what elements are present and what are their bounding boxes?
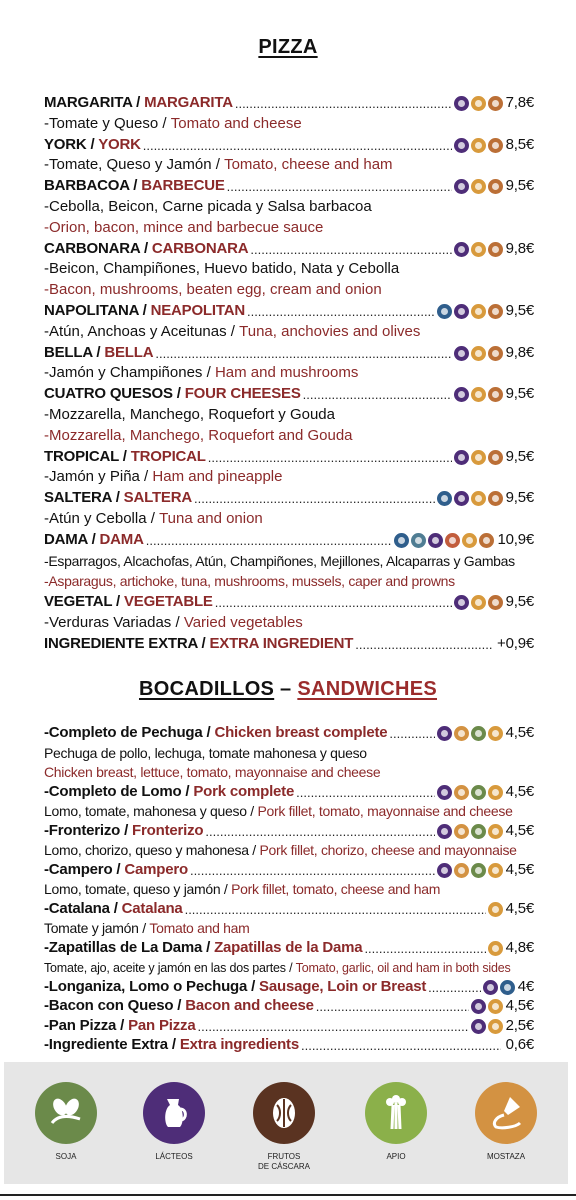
allergen-icons xyxy=(454,387,503,402)
description-en: Pork fillet, tomato, cheese and ham xyxy=(231,881,441,897)
description-en: Tuna, anchovies and olives xyxy=(239,322,421,340)
description-es: -Cebolla, Beicon, Carne picada y Salsa barbacoa xyxy=(44,198,372,215)
separator: / xyxy=(181,782,194,800)
description-en: Pork fillet, chorizo, cheese and mayonnaise xyxy=(259,842,517,858)
lacteos-icon xyxy=(454,491,469,506)
menu-item xyxy=(44,381,534,402)
item-price: 0,6€ xyxy=(505,1036,534,1053)
item-description xyxy=(44,111,534,132)
item-name xyxy=(44,997,314,1014)
allergen-soja xyxy=(26,1082,106,1162)
item-name-en: Bacon and cheese xyxy=(185,997,314,1014)
description-en: Varied vegetables xyxy=(183,614,303,631)
description-en: -Bacon, mushrooms, beaten egg, cream and onion xyxy=(44,281,382,299)
item-price: 9,5€ xyxy=(505,177,534,195)
menu-item xyxy=(44,993,534,1014)
description-es: Lomo, chorizo, queso y mahonesa xyxy=(44,842,249,858)
huevo-icon xyxy=(488,304,503,319)
item-name-es: CUATRO QUESOS xyxy=(44,385,173,403)
gluten-icon xyxy=(471,450,486,465)
description-en: Chicken breast, lettuce, tomato, mayonnaise and cheese xyxy=(44,764,381,780)
milk-jug-icon xyxy=(143,1082,205,1144)
separator: / xyxy=(285,961,296,975)
item-name-es: -Completo de Pechuga xyxy=(44,724,203,741)
description-es: -Jamón y Piña xyxy=(44,468,140,486)
item-price: 7,8€ xyxy=(505,94,534,111)
item-name-en: BARBECUE xyxy=(141,177,225,195)
pescado-icon xyxy=(394,533,409,548)
allergen-icons xyxy=(437,304,503,319)
lacteos-icon xyxy=(454,304,469,319)
item-name-en: FOUR CHEESES xyxy=(184,385,301,403)
separator: / xyxy=(202,364,215,382)
menu-item xyxy=(44,1032,534,1053)
item-name-en: SALTERA xyxy=(123,489,192,507)
lacteos-icon xyxy=(454,595,469,610)
item-description xyxy=(44,876,534,897)
item-price: 9,5€ xyxy=(505,447,534,465)
item-name-en: VEGETABLE xyxy=(123,593,213,611)
dot-leader xyxy=(247,305,435,319)
allergen-icons xyxy=(454,242,503,257)
separator: / xyxy=(202,724,215,741)
allergen-icons xyxy=(454,595,503,610)
item-name-es: DAMA xyxy=(44,530,88,548)
item-price: 9,8€ xyxy=(505,343,534,361)
allergen-icons xyxy=(454,346,503,361)
item-description xyxy=(44,837,534,858)
description-en: Tuna and onion xyxy=(159,510,263,527)
lacteos-icon xyxy=(454,450,469,465)
allergen-icons xyxy=(454,450,503,465)
description-es: -Esparragos, Alcachofas, Atún, Champiñones, Mejillones, Alcaparras y Gambas xyxy=(44,552,515,569)
huevo-icon xyxy=(488,179,503,194)
description-es: Tomate, ajo, aceite y jamón en las dos partes xyxy=(44,961,286,975)
separator: / xyxy=(132,94,145,111)
separator: / xyxy=(173,997,186,1014)
description-en: Pork fillet, tomato, mayonnaise and cheese xyxy=(257,803,513,819)
item-name xyxy=(44,94,233,111)
item-price: 9,5€ xyxy=(505,302,534,319)
separator: / xyxy=(111,489,124,507)
description-es: Tomate y jamón xyxy=(44,920,139,936)
item-description xyxy=(44,277,534,298)
allergen-lacteos xyxy=(134,1082,214,1162)
pizza-title: PIZZA xyxy=(258,36,318,58)
separator: / xyxy=(146,510,160,527)
separator: / xyxy=(118,447,131,465)
item-name-en: Campero xyxy=(124,860,188,878)
allergen-icons xyxy=(394,533,494,548)
item-name xyxy=(44,177,225,194)
dot-leader xyxy=(215,596,452,610)
separator: / xyxy=(211,156,225,174)
item-name-es: -Catalana xyxy=(44,899,110,917)
allergen-label: LÁCTEOS xyxy=(155,1152,193,1161)
description-en: Ham and mushrooms xyxy=(214,364,359,382)
description-es: -Atún y Cebolla xyxy=(44,510,147,527)
item-name-en: Chicken breast complete xyxy=(214,724,388,741)
description-en: -Asparagus, artichoke, tuna, mushrooms, mussels, caper and prowns xyxy=(44,573,455,590)
separator: / xyxy=(139,468,153,486)
menu-item xyxy=(44,857,534,878)
dot-leader xyxy=(155,347,451,361)
item-price: 9,5€ xyxy=(505,489,534,507)
item-name-en: Catalana xyxy=(121,899,183,917)
item-name xyxy=(44,822,203,839)
item-price: 4,8€ xyxy=(505,938,534,956)
walnut-icon xyxy=(253,1082,315,1144)
item-name-en: Pork complete xyxy=(193,782,295,800)
pescado-icon xyxy=(437,304,452,319)
item-name-en: TROPICAL xyxy=(130,447,206,465)
item-description xyxy=(44,152,534,173)
gluten-icon xyxy=(471,304,486,319)
separator: / xyxy=(138,920,150,936)
separator: / xyxy=(87,530,100,548)
item-description xyxy=(44,194,534,215)
item-name xyxy=(44,900,183,917)
item-name-es: -Pan Pizza xyxy=(44,1016,117,1034)
item-name xyxy=(44,593,213,610)
separator: / xyxy=(220,881,232,897)
item-description xyxy=(44,402,534,423)
item-name-es: -Ingrediente Extra xyxy=(44,1036,168,1053)
description-en: Tomato, cheese and ham xyxy=(224,156,393,174)
item-name-es: INGREDIENTE EXTRA xyxy=(44,634,198,652)
description-es: Lomo, tomate, queso y jamón xyxy=(44,881,221,897)
item-name xyxy=(44,302,245,319)
lacteos-icon xyxy=(428,533,443,548)
item-name-en: CARBONARA xyxy=(151,239,249,257)
item-name xyxy=(44,385,301,402)
description-es: -Verduras Variadas xyxy=(44,614,172,631)
huevo-icon xyxy=(488,387,503,402)
allergen-icons xyxy=(454,179,503,194)
item-name-en: Fronterizo xyxy=(132,821,204,839)
item-price: 4,5€ xyxy=(505,899,534,917)
menu-item xyxy=(44,818,534,839)
item-name-en: Pan Pizza xyxy=(128,1016,196,1034)
dot-leader xyxy=(250,243,451,257)
separator: / xyxy=(139,239,152,257)
sandwiches-title: BOCADILLOS – SANDWICHES xyxy=(138,678,438,700)
item-name xyxy=(44,240,248,257)
item-name xyxy=(44,861,188,878)
item-name-en: EXTRA INGREDIENT xyxy=(209,634,354,652)
gluten-icon xyxy=(462,533,477,548)
huevo-icon xyxy=(479,533,494,548)
separator: / xyxy=(92,343,105,361)
allergens-legend xyxy=(4,1062,568,1184)
allergen-label: SOJA xyxy=(55,1152,77,1161)
menu-item xyxy=(44,132,534,153)
description-en: Tomato and ham xyxy=(149,920,250,936)
item-description xyxy=(44,215,534,236)
celery-icon xyxy=(365,1082,427,1144)
description-en: -Mozzarella, Manchego, Roquefort and Gouda xyxy=(44,426,353,444)
menu-item xyxy=(44,935,534,956)
item-price: 9,5€ xyxy=(505,593,534,611)
item-name xyxy=(44,1017,196,1034)
description-es: -Beicon, Champiñones, Huevo batido, Nata y Cebolla xyxy=(44,260,400,278)
description-es: -Atún, Anchoas y Aceitunas xyxy=(44,322,227,340)
menu-item xyxy=(44,444,534,465)
item-name xyxy=(44,489,192,506)
menu-item xyxy=(44,779,534,800)
menu-item xyxy=(44,527,534,548)
menu-item xyxy=(44,298,534,319)
item-name-es: -Longaniza, Lomo o Pechuga xyxy=(44,977,248,995)
description-en: -Orion, bacon, mince and barbecue sauce xyxy=(44,218,324,236)
huevo-icon xyxy=(488,346,503,361)
separator: / xyxy=(246,803,258,819)
item-name xyxy=(44,724,387,741)
item-description xyxy=(44,548,534,569)
item-description xyxy=(44,256,534,277)
item-description xyxy=(44,759,534,780)
menu-item xyxy=(44,485,534,506)
separator: / xyxy=(158,114,171,132)
huevo-icon xyxy=(488,595,503,610)
separator: / xyxy=(226,322,240,340)
item-description xyxy=(44,568,534,589)
item-name xyxy=(44,1036,299,1053)
gluten-icon xyxy=(471,138,486,153)
allergen-icons xyxy=(454,138,503,153)
item-name-en: DAMA xyxy=(99,530,144,548)
mustard-icon xyxy=(475,1082,537,1144)
separator: / xyxy=(120,821,133,839)
menu-item xyxy=(44,631,534,652)
item-name-en: Sausage, Loin or Breast xyxy=(259,977,427,995)
item-description xyxy=(44,360,534,381)
pescado-icon xyxy=(437,491,452,506)
item-name-en: YORK xyxy=(98,135,141,153)
item-price: 4€ xyxy=(517,977,534,995)
item-name-es: -Completo de Lomo xyxy=(44,782,182,800)
separator: / xyxy=(109,899,122,917)
menu-item xyxy=(44,974,534,995)
item-description xyxy=(44,464,534,485)
description-en: Tomato and cheese xyxy=(170,114,302,132)
item-name-en: Zapatillas de la Dama xyxy=(214,938,363,956)
item-name-es: -Zapatillas de La Dama xyxy=(44,938,203,956)
separator: / xyxy=(112,593,124,611)
separator: / xyxy=(172,385,185,403)
item-description xyxy=(44,954,534,975)
item-description xyxy=(44,915,534,936)
lacteos-icon xyxy=(454,138,469,153)
gluten-icon xyxy=(471,96,486,111)
huevo-icon xyxy=(488,450,503,465)
dot-leader xyxy=(208,451,452,465)
item-description xyxy=(44,740,534,761)
dot-leader xyxy=(235,97,452,111)
dot-leader xyxy=(227,180,452,194)
lacteos-icon xyxy=(454,346,469,361)
description-es: -Jamón y Champiñones xyxy=(44,364,203,382)
gluten-icon xyxy=(471,595,486,610)
soja-icon xyxy=(35,1082,97,1144)
item-name xyxy=(44,136,141,153)
item-price: 2,5€ xyxy=(505,1016,534,1034)
separator: / xyxy=(167,1036,180,1053)
item-name xyxy=(44,939,362,956)
description-es: -Mozzarella, Manchego, Roquefort y Gouda xyxy=(44,406,335,423)
gluten-icon xyxy=(471,179,486,194)
menu-item xyxy=(44,589,534,610)
gluten-icon xyxy=(471,491,486,506)
separator: / xyxy=(171,614,184,631)
allergen-apio xyxy=(356,1082,436,1162)
item-description xyxy=(44,506,534,527)
separator: / xyxy=(129,177,142,195)
item-name-es: MARGARITA xyxy=(44,94,133,111)
allergen-icons xyxy=(437,491,503,506)
item-name-es: SALTERA xyxy=(44,489,112,507)
item-description xyxy=(44,319,534,340)
gluten-icon xyxy=(471,346,486,361)
lacteos-icon xyxy=(454,96,469,111)
item-name-es: TROPICAL xyxy=(44,447,119,465)
menu-item xyxy=(44,1013,534,1034)
lacteos-icon xyxy=(454,387,469,402)
description-en: Tomato, garlic, oil and ham in both sides xyxy=(295,961,511,975)
item-price: 4,5€ xyxy=(505,724,534,741)
item-name-en: MARGARITA xyxy=(144,94,233,111)
dot-leader xyxy=(301,1039,501,1053)
item-price: 8,5€ xyxy=(505,135,534,153)
menu-item xyxy=(44,90,534,111)
huevo-icon xyxy=(488,491,503,506)
lacteos-icon xyxy=(454,242,469,257)
item-name xyxy=(44,531,144,548)
item-price: 4,5€ xyxy=(505,821,534,839)
dot-leader xyxy=(303,388,452,402)
moluscos-icon xyxy=(411,533,426,548)
allergen-icons xyxy=(454,96,503,111)
description-es: Lomo, tomate, mahonesa y queso xyxy=(44,803,247,819)
dot-leader xyxy=(194,492,435,506)
description-es: Pechuga de pollo, lechuga, tomate mahonesa y queso xyxy=(44,744,367,761)
description-es: -Tomate, Queso y Jamón xyxy=(44,156,212,174)
item-price: 4,5€ xyxy=(505,860,534,878)
lacteos-icon xyxy=(454,179,469,194)
item-name-es: NAPOLITANA xyxy=(44,302,139,319)
item-name xyxy=(44,783,294,800)
item-name xyxy=(44,344,153,361)
allergen-label: FRUTOS DE CÁSCARA xyxy=(257,1152,310,1171)
item-name-es: CARBONARA xyxy=(44,239,140,257)
huevo-icon xyxy=(488,138,503,153)
dot-leader xyxy=(146,534,393,548)
item-price: 4,5€ xyxy=(505,782,534,800)
separator: / xyxy=(248,842,260,858)
item-name xyxy=(44,978,426,995)
dot-leader xyxy=(355,638,492,652)
separator: / xyxy=(197,634,210,652)
allergen-frutos xyxy=(244,1082,324,1172)
description-en: Ham and pineapple xyxy=(152,468,283,486)
allergen-mostaza xyxy=(466,1082,546,1162)
item-name xyxy=(44,635,353,652)
item-name-es: -Fronterizo xyxy=(44,821,121,839)
item-description xyxy=(44,798,534,819)
bottom-divider xyxy=(0,1194,576,1196)
menu-item xyxy=(44,173,534,194)
huevo-icon xyxy=(488,96,503,111)
gluten-icon xyxy=(471,242,486,257)
gluten-icon xyxy=(471,387,486,402)
item-price: 9,8€ xyxy=(505,239,534,257)
allergen-label: APIO xyxy=(386,1152,406,1161)
separator: / xyxy=(112,860,125,878)
item-description xyxy=(44,423,534,444)
separator: / xyxy=(202,938,215,956)
item-name-en: BELLA xyxy=(104,343,154,361)
separator: / xyxy=(116,1016,129,1034)
item-name-es: VEGETAL xyxy=(44,593,113,611)
description-es: -Tomate y Queso xyxy=(44,114,159,132)
menu-item xyxy=(44,896,534,917)
item-price: 9,5€ xyxy=(505,385,534,403)
item-name-es: BARBACOA xyxy=(44,177,130,195)
separator: / xyxy=(247,977,260,995)
menu-item xyxy=(44,340,534,361)
menu-item xyxy=(44,236,534,257)
item-name xyxy=(44,448,206,465)
separator: / xyxy=(86,135,99,153)
item-name-en: NEAPOLITAN xyxy=(150,302,245,319)
item-price: +0,9€ xyxy=(497,634,534,652)
dot-leader xyxy=(143,139,452,153)
huevo-icon xyxy=(488,242,503,257)
item-name-es: BELLA xyxy=(44,343,93,361)
separator: / xyxy=(138,302,151,319)
allergen-label: MOSTAZA xyxy=(486,1152,526,1161)
item-description xyxy=(44,610,534,631)
menu-item xyxy=(44,720,534,741)
item-price: 4,5€ xyxy=(505,997,534,1014)
item-name-es: -Bacon con Queso xyxy=(44,997,174,1014)
item-name-es: -Campero xyxy=(44,860,113,878)
item-price: 10,9€ xyxy=(497,530,534,548)
item-name-en: Extra ingredients xyxy=(179,1036,299,1053)
item-name-es: YORK xyxy=(44,135,87,153)
crust-icon xyxy=(445,533,460,548)
